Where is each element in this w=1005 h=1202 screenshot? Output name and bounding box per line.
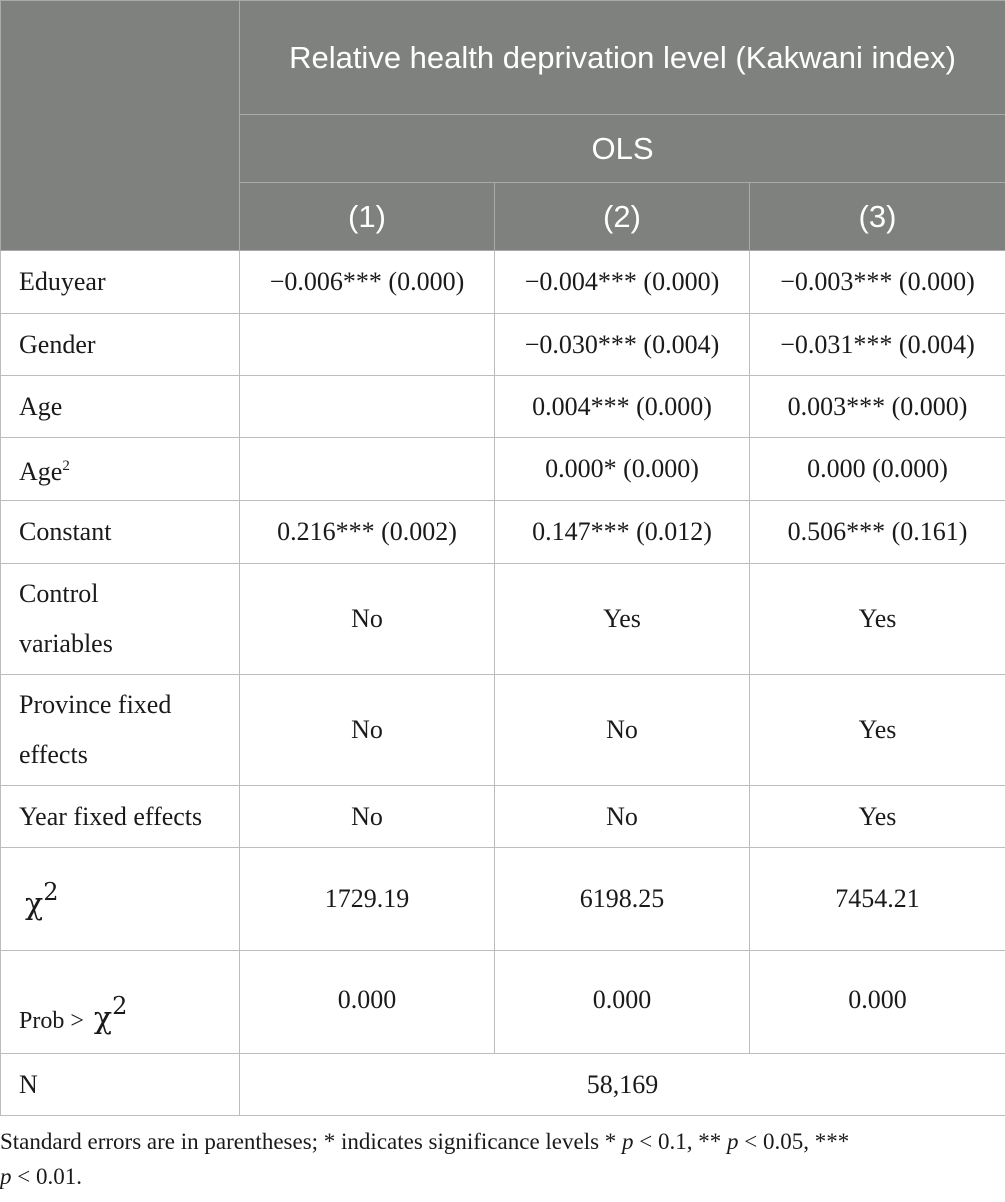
table-row [1, 314, 1005, 376]
cell-value: No [240, 564, 495, 675]
cell-value: No [240, 786, 495, 848]
note-p-variable: p [0, 1164, 12, 1189]
chi-superscript: 2 [112, 992, 128, 1020]
age-squared-text: Age [19, 457, 63, 486]
note-text: < 0.01. [11, 1164, 82, 1189]
cell-value [240, 438, 495, 501]
cell-value: 0.000 (0.000) [750, 438, 1005, 501]
cell-value: −0.003*** (0.000) [750, 251, 1005, 314]
chi-superscript: 2 [43, 878, 59, 906]
table-row [1, 1054, 1005, 1116]
cell-value: 0.000 [495, 951, 750, 1054]
row-label-constant: Constant [1, 501, 240, 564]
table-row [1, 251, 1005, 314]
row-label-year-fixed-effects: Year fixed effects [1, 786, 240, 848]
table-title: Relative health deprivation level (Kakwani index) [240, 1, 1005, 115]
label-line: variables [19, 629, 113, 658]
note-text: < 0.05, *** [738, 1129, 850, 1154]
note-p-variable: p [622, 1129, 634, 1154]
table-row [1, 786, 1005, 848]
cell-value: 0.004*** (0.000) [495, 376, 750, 438]
column-header-2: (2) [495, 183, 750, 251]
cell-value: 0.506*** (0.161) [750, 501, 1005, 564]
prob-label: Prob > [19, 1008, 84, 1034]
cell-value: 6198.25 [495, 848, 750, 951]
row-label-age: Age [1, 376, 240, 438]
n-value: 58,169 [240, 1054, 1005, 1116]
row-label-control-variables [1, 564, 240, 675]
row-label-n: N [1, 1054, 240, 1116]
table-row [1, 376, 1005, 438]
row-label-eduyear: Eduyear [1, 251, 240, 314]
cell-value: 0.000 [750, 951, 1005, 1054]
table-row [1, 951, 1005, 1054]
cell-value: −0.031*** (0.004) [750, 314, 1005, 376]
table-footnote [0, 1124, 1000, 1194]
cell-value: 1729.19 [240, 848, 495, 951]
table-row [1, 438, 1005, 501]
table-row [1, 848, 1005, 951]
table-row [1, 675, 1005, 786]
cell-value: No [240, 675, 495, 786]
row-label-gender: Gender [1, 314, 240, 376]
cell-value: Yes [495, 564, 750, 675]
cell-value [240, 314, 495, 376]
cell-value: 0.216*** (0.002) [240, 501, 495, 564]
column-header-3: (3) [750, 183, 1005, 251]
table-row [1, 564, 1005, 675]
header-corner [1, 1, 240, 251]
cell-value: 0.000* (0.000) [495, 438, 750, 501]
cell-value: 0.147*** (0.012) [495, 501, 750, 564]
cell-value: 0.003*** (0.000) [750, 376, 1005, 438]
row-label-prob-chi-squared [1, 951, 240, 1054]
cell-value: −0.030*** (0.004) [495, 314, 750, 376]
cell-value: −0.004*** (0.000) [495, 251, 750, 314]
chi-symbol: χ [93, 1001, 113, 1036]
label-line: Control [19, 579, 99, 608]
cell-value: Yes [750, 564, 1005, 675]
label-line: effects [19, 740, 88, 769]
row-label-province-fixed-effects [1, 675, 240, 786]
table-row [1, 501, 1005, 564]
method-header: OLS [240, 115, 1005, 183]
cell-value: 7454.21 [750, 848, 1005, 951]
cell-value: −0.006*** (0.000) [240, 251, 495, 314]
cell-value: 0.000 [240, 951, 495, 1054]
note-text: < 0.1, ** [633, 1129, 728, 1154]
row-label-age-squared [1, 438, 240, 501]
note-text: Standard errors are in parentheses; * indicates significance levels * [0, 1129, 623, 1154]
row-label-chi-squared [1, 848, 240, 951]
cell-value: Yes [750, 786, 1005, 848]
cell-value [240, 376, 495, 438]
label-line: Province fixed [19, 690, 172, 719]
superscript-2: 2 [62, 458, 70, 474]
cell-value: No [495, 675, 750, 786]
cell-value: No [495, 786, 750, 848]
column-header-1: (1) [240, 183, 495, 251]
chi-symbol: χ [25, 887, 44, 922]
cell-value: Yes [750, 675, 1005, 786]
note-p-variable: p [727, 1129, 739, 1154]
